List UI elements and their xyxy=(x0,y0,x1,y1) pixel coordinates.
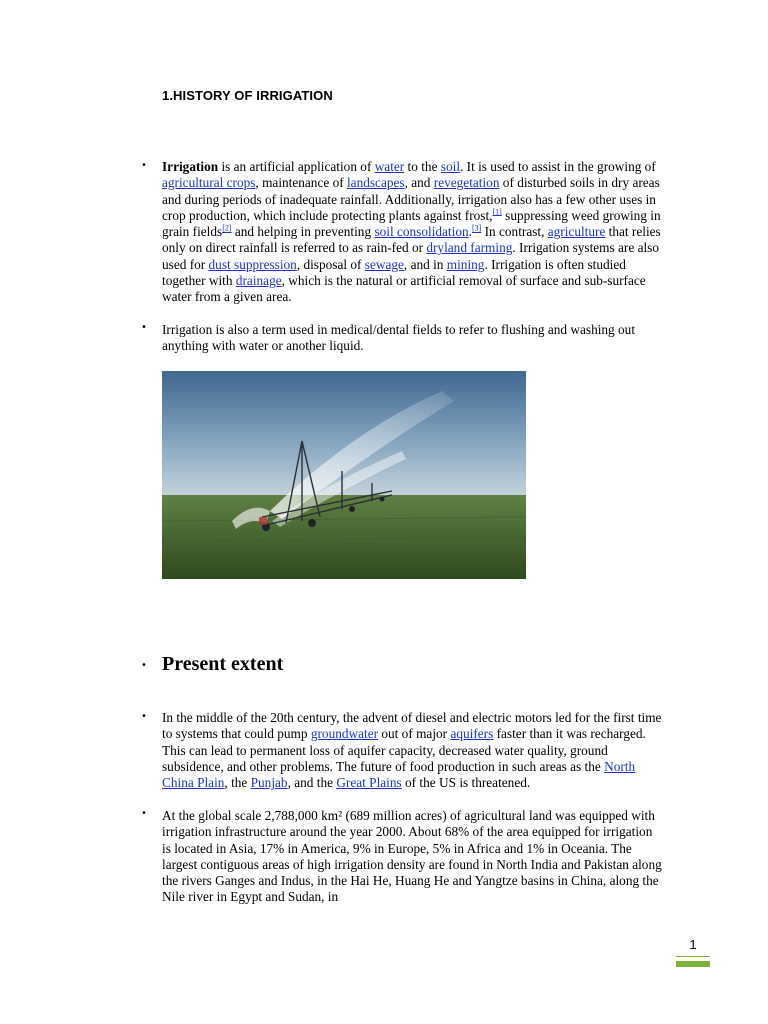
text-run: , which is the natural or artificial removal of surface and sub-surface water from a given area. xyxy=(162,273,646,305)
link-water[interactable]: water xyxy=(374,159,405,174)
irrigation-photo-image xyxy=(162,371,526,579)
link-soil-consolidation[interactable]: soil consolidation xyxy=(374,224,469,240)
text-run: , maintenance of xyxy=(255,175,347,191)
text-run: In contrast, xyxy=(481,224,548,240)
text-run: suppressing weed growing in grain fields xyxy=(162,207,661,240)
citation-link-3[interactable]: [3] xyxy=(471,223,482,233)
link-revegetation[interactable]: revegetation xyxy=(433,175,500,191)
text-run: . It is used to assist in the growing of xyxy=(460,159,656,174)
citation-link-2[interactable]: [2] xyxy=(222,223,232,233)
section-title-present-extent: Present extent xyxy=(162,653,284,675)
page-number: 1 xyxy=(689,937,697,952)
citation-link-1[interactable]: [1] xyxy=(492,207,502,217)
link-great-plains[interactable]: Great Plains xyxy=(336,775,402,791)
text-run: to the xyxy=(404,159,441,174)
link-mining[interactable]: mining xyxy=(446,256,485,272)
text-run: , and the xyxy=(287,775,337,791)
text-run: In the middle of the 20th century, the advent of diesel and electric motors led for the first time to systems that could pump xyxy=(162,710,662,742)
text-run: , and in xyxy=(403,256,447,272)
text-run: out of major xyxy=(378,726,451,742)
paragraph-20th-century xyxy=(162,710,662,791)
link-punjab[interactable]: Punjab xyxy=(250,775,288,791)
link-aquifers[interactable]: aquifers xyxy=(450,726,494,742)
link-agriculture[interactable]: agriculture xyxy=(547,224,606,240)
bullet-marker: • xyxy=(141,808,147,819)
bullet-marker: • xyxy=(141,160,147,171)
link-north-china-plain[interactable]: North China Plain xyxy=(162,758,636,791)
text-run: , disposal of xyxy=(296,256,365,272)
bullet-marker: • xyxy=(141,711,147,722)
page-number-bar xyxy=(676,961,710,967)
link-landscapes[interactable]: landscapes xyxy=(346,175,405,191)
text-run: is an artificial application of xyxy=(218,159,375,174)
text-run: that relies only on direct rainfall is referred to as rain-fed or xyxy=(162,224,661,256)
term-irrigation: Irrigation xyxy=(162,159,219,174)
link-dryland-farming[interactable]: dryland farming xyxy=(426,240,513,256)
text-run: , and xyxy=(404,175,434,191)
text-run: . Irrigation systems are also used for xyxy=(162,240,660,272)
text-run: and helping in preventing xyxy=(231,224,375,240)
link-soil[interactable]: soil xyxy=(440,159,461,174)
link-groundwater[interactable]: groundwater xyxy=(310,726,379,742)
page-heading: 1.HISTORY OF IRRIGATION xyxy=(162,88,333,103)
text-run: faster than it was recharged. This can lead to permanent loss of aquifer capacity, decreased water quality, ground subsidence, and other problems. The future of food production in such areas as the xyxy=(162,726,646,774)
link-sewage[interactable]: sewage xyxy=(364,256,404,272)
text-run: . Irrigation is often studied together with xyxy=(162,256,626,289)
paragraph-irrigation-definition xyxy=(162,159,662,306)
irrigation-photo xyxy=(162,371,526,579)
text-run: , the xyxy=(224,775,251,791)
text-run: . xyxy=(468,224,472,240)
bullet-marker: • xyxy=(141,660,147,671)
text-run: of disturbed soils in dry areas and during periods of inadequate rainfall. Additionally, irrigation also has a few other uses in crop production, which include protecting plants against frost, xyxy=(162,175,660,223)
link-drainage[interactable]: drainage xyxy=(235,273,282,289)
paragraph-medical-irrigation: Irrigation is also a term used in medical/dental fields to refer to flushing and washing out anything with water or another liquid. xyxy=(162,322,636,354)
page-number-rule xyxy=(676,956,710,957)
bullet-marker: • xyxy=(141,322,147,333)
paragraph-global-scale: At the global scale 2,788,000 km² (689 million acres) of agricultural land was equipped with irrigation infrastructure around the year 2000. About 68% of the area equipped for irrigation is located in Asia, 17% in America, 9% in Europe, 5% in Africa and 1% in Oceania. The largest contiguous areas of high irrigation density are found in North India and Pakistan along the rivers Ganges and Indus, in the Hai He, Huang He and Yangtze basins in China, along the Nile river in Egypt and Sudan, in xyxy=(162,808,662,905)
link-agricultural-crops[interactable]: agricultural crops xyxy=(162,175,256,191)
text-run: of the US is threatened. xyxy=(401,775,531,791)
link-dust-suppression[interactable]: dust suppression xyxy=(208,256,297,272)
